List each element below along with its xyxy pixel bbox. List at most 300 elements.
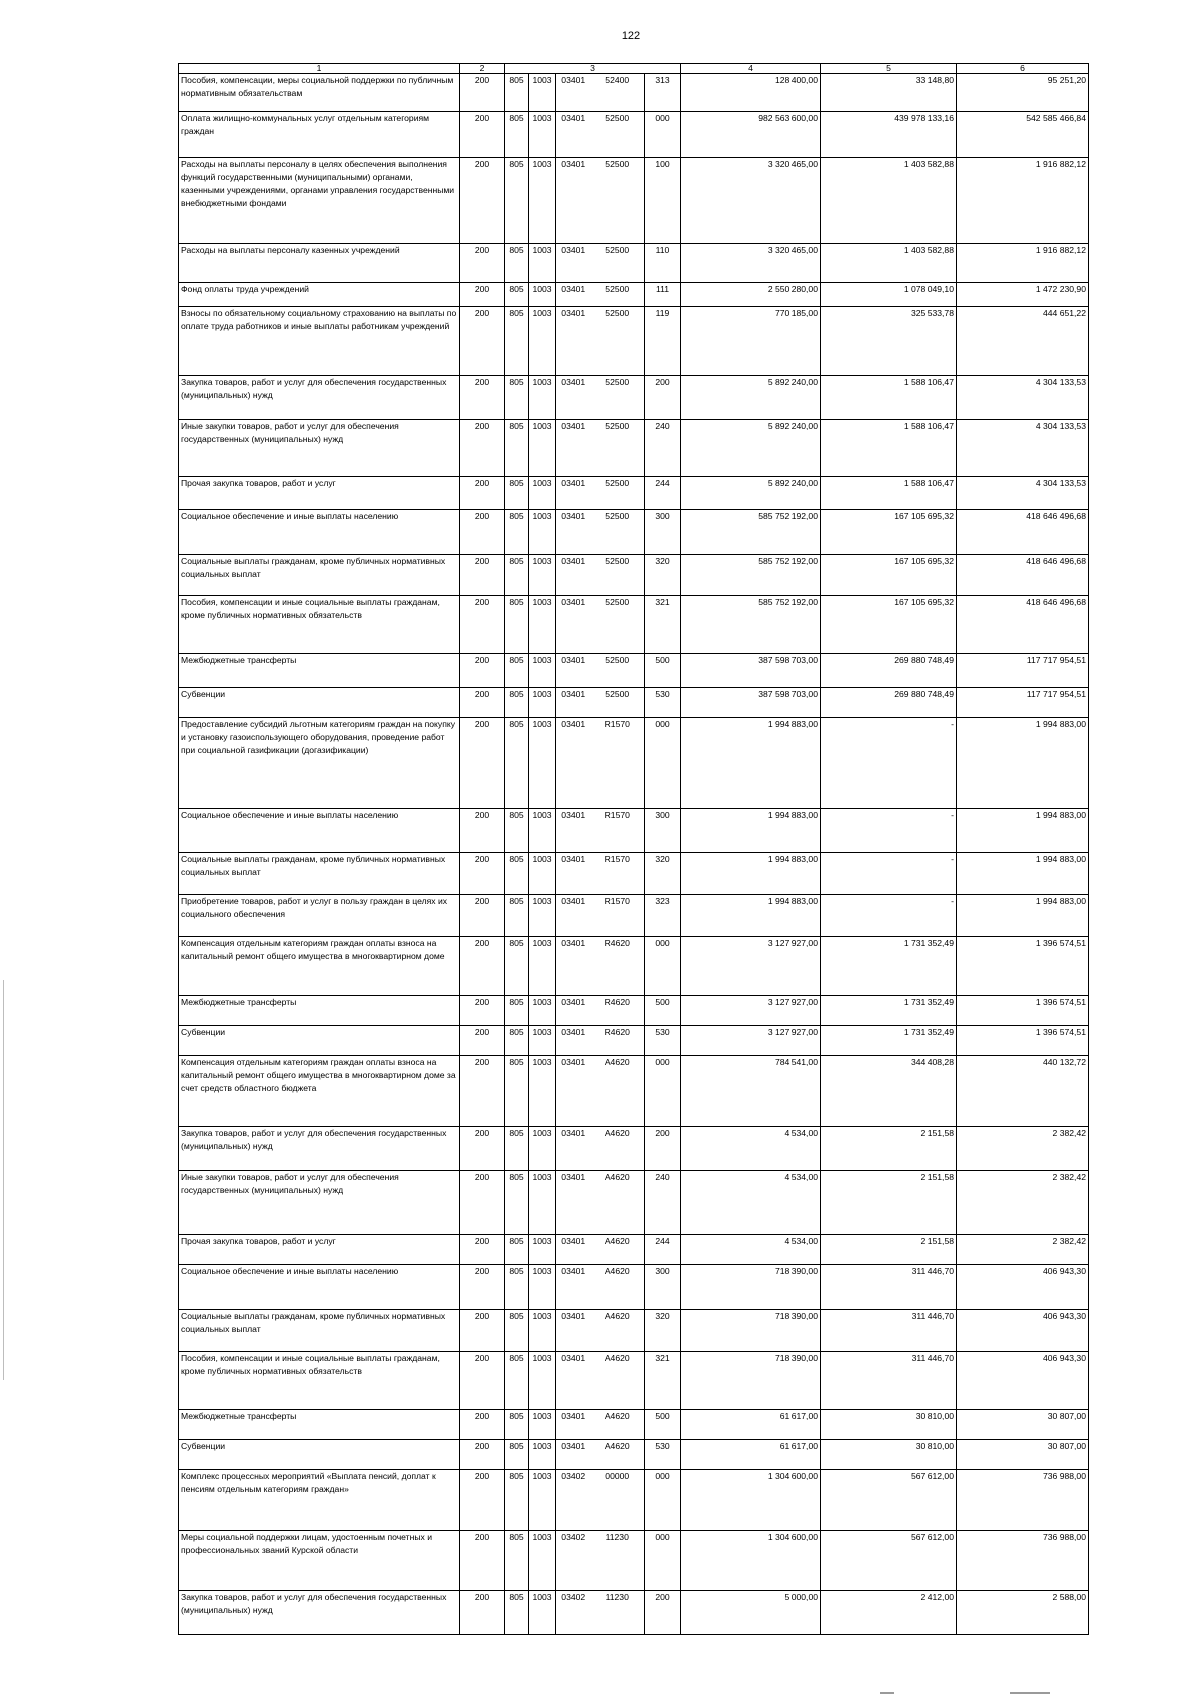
row-amount-column-6: 1 916 882,12 xyxy=(957,244,1089,283)
row-amount-column-6: 4 304 133,53 xyxy=(957,477,1089,510)
row-code-column-2: 200 xyxy=(460,596,505,654)
row-code-column-2: 200 xyxy=(460,244,505,283)
row-name: Закупка товаров, работ и услуг для обеспечения государственных (муниципальных) нужд xyxy=(179,376,460,420)
row-code-3b: 1003 xyxy=(529,596,556,654)
row-amount-column-5: 1 588 106,47 xyxy=(821,477,957,510)
row-amount-column-4: 784 541,00 xyxy=(681,1056,821,1127)
row-name: Фонд оплаты труда учреждений xyxy=(179,283,460,307)
table-row xyxy=(179,996,1089,1026)
scan-mark xyxy=(880,1692,894,1694)
row-code-3a: 805 xyxy=(505,596,529,654)
row-name: Расходы на выплаты персоналу в целях обеспечения выполнения функций государственными (муниципальными) органами, казенными учреждениями, органами управления государственными внебюджетными фондами xyxy=(179,158,460,244)
row-code-3d: R1570 xyxy=(591,895,645,937)
row-code-3a: 805 xyxy=(505,853,529,895)
table-row xyxy=(179,1171,1089,1235)
table-row xyxy=(179,654,1089,688)
row-code-3b: 1003 xyxy=(529,1127,556,1171)
table-row xyxy=(179,1440,1089,1470)
row-amount-column-4: 1 994 883,00 xyxy=(681,809,821,853)
row-code-3c: 03402 xyxy=(556,1591,591,1635)
row-amount-column-4: 718 390,00 xyxy=(681,1352,821,1410)
row-amount-column-6: 440 132,72 xyxy=(957,1056,1089,1127)
row-code-3c: 03401 xyxy=(556,1310,591,1352)
row-name: Межбюджетные трансферты xyxy=(179,1410,460,1440)
column-number: 2 xyxy=(460,64,505,74)
row-code-column-2: 200 xyxy=(460,1410,505,1440)
row-code-3c: 03401 xyxy=(556,510,591,555)
row-amount-column-5: - xyxy=(821,853,957,895)
row-amount-column-6: 117 717 954,51 xyxy=(957,688,1089,718)
row-amount-column-6: 1 994 883,00 xyxy=(957,718,1089,809)
table-row xyxy=(179,895,1089,937)
row-code-column-2: 200 xyxy=(460,158,505,244)
row-name: Социальное обеспечение и иные выплаты населению xyxy=(179,510,460,555)
row-code-3c: 03401 xyxy=(556,1056,591,1127)
row-code-3d: 52500 xyxy=(591,596,645,654)
row-code-3b: 1003 xyxy=(529,477,556,510)
table-row xyxy=(179,420,1089,477)
row-code-column-2: 200 xyxy=(460,853,505,895)
row-code-3c: 03401 xyxy=(556,1235,591,1265)
table-row xyxy=(179,376,1089,420)
row-amount-column-6: 30 807,00 xyxy=(957,1410,1089,1440)
row-amount-column-4: 5 000,00 xyxy=(681,1591,821,1635)
row-name: Взносы по обязательному социальному страхованию на выплаты по оплате труда работников и иные выплаты работникам учреждений xyxy=(179,307,460,376)
row-code-3d: R4620 xyxy=(591,996,645,1026)
row-code-column-2: 200 xyxy=(460,1235,505,1265)
row-code-3e: 244 xyxy=(645,1235,681,1265)
row-code-3d: R1570 xyxy=(591,853,645,895)
row-code-3b: 1003 xyxy=(529,654,556,688)
row-code-3d: A4620 xyxy=(591,1056,645,1127)
row-code-3c: 03401 xyxy=(556,307,591,376)
row-code-column-2: 200 xyxy=(460,688,505,718)
row-amount-column-5: 1 731 352,49 xyxy=(821,1026,957,1056)
row-amount-column-5: 567 612,00 xyxy=(821,1470,957,1531)
row-name: Пособия, компенсации и иные социальные выплаты гражданам, кроме публичных нормативных обязательств xyxy=(179,596,460,654)
row-code-3e: 000 xyxy=(645,1056,681,1127)
row-amount-column-6: 4 304 133,53 xyxy=(957,420,1089,477)
row-name: Меры социальной поддержки лицам, удостоенным почетных и профессиональных званий Курской области xyxy=(179,1531,460,1591)
budget-table xyxy=(178,63,1089,1635)
row-code-column-2: 200 xyxy=(460,510,505,555)
row-name: Компенсация отдельным категориям граждан оплаты взноса на капитальный ремонт общего имущества в многоквартирном доме xyxy=(179,937,460,996)
row-code-3b: 1003 xyxy=(529,1310,556,1352)
row-name: Субвенции xyxy=(179,1440,460,1470)
row-code-3c: 03401 xyxy=(556,1171,591,1235)
row-name: Социальные выплаты гражданам, кроме публичных нормативных социальных выплат xyxy=(179,1310,460,1352)
row-code-column-2: 200 xyxy=(460,895,505,937)
row-amount-column-4: 3 127 927,00 xyxy=(681,937,821,996)
row-code-3d: A4620 xyxy=(591,1440,645,1470)
row-code-3c: 03401 xyxy=(556,895,591,937)
row-code-3b: 1003 xyxy=(529,1470,556,1531)
row-code-column-2: 200 xyxy=(460,1440,505,1470)
row-amount-column-5: 2 151,58 xyxy=(821,1171,957,1235)
row-amount-column-4: 1 994 883,00 xyxy=(681,895,821,937)
row-amount-column-6: 117 717 954,51 xyxy=(957,654,1089,688)
row-amount-column-4: 770 185,00 xyxy=(681,307,821,376)
row-code-3a: 805 xyxy=(505,74,529,112)
row-code-3b: 1003 xyxy=(529,307,556,376)
row-code-3d: R4620 xyxy=(591,1026,645,1056)
row-code-3c: 03401 xyxy=(556,688,591,718)
table-body xyxy=(179,74,1089,1635)
row-amount-column-6: 2 382,42 xyxy=(957,1171,1089,1235)
row-code-column-2: 200 xyxy=(460,376,505,420)
row-name: Социальное обеспечение и иные выплаты населению xyxy=(179,1265,460,1310)
row-amount-column-5: 311 446,70 xyxy=(821,1310,957,1352)
row-amount-column-6: 1 472 230,90 xyxy=(957,283,1089,307)
row-code-column-2: 200 xyxy=(460,718,505,809)
row-amount-column-4: 5 892 240,00 xyxy=(681,477,821,510)
row-code-3c: 03402 xyxy=(556,1531,591,1591)
row-code-column-2: 200 xyxy=(460,112,505,158)
row-code-3c: 03402 xyxy=(556,1470,591,1531)
row-code-3c: 03401 xyxy=(556,1440,591,1470)
row-code-3e: 244 xyxy=(645,477,681,510)
table-row xyxy=(179,283,1089,307)
row-code-column-2: 200 xyxy=(460,477,505,510)
row-code-3d: A4620 xyxy=(591,1171,645,1235)
row-code-column-2: 200 xyxy=(460,1171,505,1235)
row-code-column-2: 200 xyxy=(460,1352,505,1410)
row-code-column-2: 200 xyxy=(460,1470,505,1531)
row-code-3c: 03401 xyxy=(556,555,591,596)
row-amount-column-4: 3 127 927,00 xyxy=(681,996,821,1026)
row-amount-column-4: 387 598 703,00 xyxy=(681,688,821,718)
row-code-3d: 52500 xyxy=(591,477,645,510)
row-code-3a: 805 xyxy=(505,420,529,477)
row-code-3b: 1003 xyxy=(529,1265,556,1310)
row-amount-column-4: 61 617,00 xyxy=(681,1440,821,1470)
row-code-3a: 805 xyxy=(505,1265,529,1310)
row-code-3e: 200 xyxy=(645,1127,681,1171)
row-amount-column-4: 4 534,00 xyxy=(681,1171,821,1235)
row-code-3e: 119 xyxy=(645,307,681,376)
row-code-3c: 03401 xyxy=(556,654,591,688)
row-code-3b: 1003 xyxy=(529,1410,556,1440)
row-code-column-2: 200 xyxy=(460,555,505,596)
row-code-3e: 500 xyxy=(645,1410,681,1440)
row-code-3e: 200 xyxy=(645,376,681,420)
row-amount-column-4: 1 994 883,00 xyxy=(681,718,821,809)
row-code-3d: 52500 xyxy=(591,654,645,688)
row-amount-column-6: 406 943,30 xyxy=(957,1265,1089,1310)
row-amount-column-5: 2 412,00 xyxy=(821,1591,957,1635)
row-code-3d: A4620 xyxy=(591,1310,645,1352)
row-code-column-2: 200 xyxy=(460,996,505,1026)
page-number: 122 xyxy=(621,30,641,42)
row-code-3d: 11230 xyxy=(591,1591,645,1635)
row-code-3d: R4620 xyxy=(591,937,645,996)
row-code-3c: 03401 xyxy=(556,1410,591,1440)
row-code-3a: 805 xyxy=(505,1127,529,1171)
row-amount-column-6: 1 396 574,51 xyxy=(957,1026,1089,1056)
row-code-3d: 00000 xyxy=(591,1470,645,1531)
row-code-3a: 805 xyxy=(505,1310,529,1352)
row-amount-column-4: 718 390,00 xyxy=(681,1310,821,1352)
row-code-3e: 111 xyxy=(645,283,681,307)
row-code-3c: 03401 xyxy=(556,244,591,283)
row-amount-column-5: 167 105 695,32 xyxy=(821,596,957,654)
row-name: Прочая закупка товаров, работ и услуг xyxy=(179,1235,460,1265)
row-code-3d: 52500 xyxy=(591,688,645,718)
row-amount-column-6: 542 585 466,84 xyxy=(957,112,1089,158)
row-code-3e: 300 xyxy=(645,809,681,853)
row-code-3e: 320 xyxy=(645,853,681,895)
table-row xyxy=(179,477,1089,510)
table-row xyxy=(179,1056,1089,1127)
row-amount-column-6: 1 994 883,00 xyxy=(957,895,1089,937)
row-code-3d: A4620 xyxy=(591,1127,645,1171)
row-code-3a: 805 xyxy=(505,112,529,158)
table-row xyxy=(179,244,1089,283)
table-row xyxy=(179,688,1089,718)
row-code-3a: 805 xyxy=(505,1440,529,1470)
row-amount-column-5: 1 588 106,47 xyxy=(821,376,957,420)
row-code-3e: 321 xyxy=(645,1352,681,1410)
row-code-3c: 03401 xyxy=(556,596,591,654)
row-name: Компенсация отдельным категориям граждан оплаты взноса на капитальный ремонт общего имущества в многоквартирном доме за счет средств областного бюджета xyxy=(179,1056,460,1127)
row-amount-column-6: 95 251,20 xyxy=(957,74,1089,112)
row-code-3e: 530 xyxy=(645,1440,681,1470)
row-amount-column-6: 736 988,00 xyxy=(957,1531,1089,1591)
row-amount-column-4: 387 598 703,00 xyxy=(681,654,821,688)
row-amount-column-6: 406 943,30 xyxy=(957,1352,1089,1410)
row-code-column-2: 200 xyxy=(460,307,505,376)
row-code-3d: 52500 xyxy=(591,112,645,158)
row-code-3a: 805 xyxy=(505,510,529,555)
row-amount-column-5: 1 588 106,47 xyxy=(821,420,957,477)
row-code-3a: 805 xyxy=(505,1531,529,1591)
row-code-column-2: 200 xyxy=(460,1026,505,1056)
row-code-3c: 03401 xyxy=(556,1265,591,1310)
row-code-3a: 805 xyxy=(505,937,529,996)
row-amount-column-5: 33 148,80 xyxy=(821,74,957,112)
row-code-3c: 03401 xyxy=(556,809,591,853)
table-row xyxy=(179,158,1089,244)
row-code-3d: 52500 xyxy=(591,376,645,420)
row-code-3b: 1003 xyxy=(529,718,556,809)
row-code-3a: 805 xyxy=(505,895,529,937)
row-amount-column-6: 444 651,22 xyxy=(957,307,1089,376)
row-code-3a: 805 xyxy=(505,307,529,376)
table-row xyxy=(179,853,1089,895)
row-amount-column-6: 418 646 496,68 xyxy=(957,555,1089,596)
row-code-3e: 323 xyxy=(645,895,681,937)
row-code-3d: A4620 xyxy=(591,1352,645,1410)
row-code-column-2: 200 xyxy=(460,654,505,688)
row-code-3b: 1003 xyxy=(529,1440,556,1470)
row-amount-column-6: 1 994 883,00 xyxy=(957,853,1089,895)
row-code-3c: 03401 xyxy=(556,158,591,244)
row-amount-column-4: 5 892 240,00 xyxy=(681,376,821,420)
table-row xyxy=(179,1310,1089,1352)
row-code-3d: R1570 xyxy=(591,809,645,853)
row-name: Социальные выплаты гражданам, кроме публичных нормативных социальных выплат xyxy=(179,555,460,596)
row-amount-column-5: 567 612,00 xyxy=(821,1531,957,1591)
row-amount-column-5: 1 078 049,10 xyxy=(821,283,957,307)
row-amount-column-4: 1 304 600,00 xyxy=(681,1470,821,1531)
row-code-3a: 805 xyxy=(505,1026,529,1056)
row-name: Оплата жилищно-коммунальных услуг отдельным категориям граждан xyxy=(179,112,460,158)
column-number: 6 xyxy=(957,64,1089,74)
row-amount-column-4: 1 994 883,00 xyxy=(681,853,821,895)
table-row xyxy=(179,1235,1089,1265)
row-code-3c: 03401 xyxy=(556,74,591,112)
scan-mark xyxy=(1010,1692,1050,1694)
row-amount-column-5: 311 446,70 xyxy=(821,1265,957,1310)
row-code-3b: 1003 xyxy=(529,1171,556,1235)
row-code-3b: 1003 xyxy=(529,420,556,477)
row-name: Прочая закупка товаров, работ и услуг xyxy=(179,477,460,510)
row-code-3a: 805 xyxy=(505,1352,529,1410)
row-amount-column-4: 585 752 192,00 xyxy=(681,555,821,596)
row-amount-column-4: 4 534,00 xyxy=(681,1235,821,1265)
row-code-3a: 805 xyxy=(505,654,529,688)
column-number: 5 xyxy=(821,64,957,74)
row-code-3b: 1003 xyxy=(529,244,556,283)
row-amount-column-4: 3 320 465,00 xyxy=(681,244,821,283)
row-amount-column-6: 2 588,00 xyxy=(957,1591,1089,1635)
row-amount-column-6: 4 304 133,53 xyxy=(957,376,1089,420)
table-row xyxy=(179,1410,1089,1440)
row-code-3d: 52400 xyxy=(591,74,645,112)
row-code-3e: 313 xyxy=(645,74,681,112)
row-code-3b: 1003 xyxy=(529,688,556,718)
row-name: Приобретение товаров, работ и услуг в пользу граждан в целях их социального обеспечения xyxy=(179,895,460,937)
row-amount-column-5: 167 105 695,32 xyxy=(821,510,957,555)
row-code-3b: 1003 xyxy=(529,1026,556,1056)
row-code-3c: 03401 xyxy=(556,1026,591,1056)
column-number: 3 xyxy=(505,64,681,74)
row-name: Межбюджетные трансферты xyxy=(179,996,460,1026)
row-code-3a: 805 xyxy=(505,996,529,1026)
row-code-3b: 1003 xyxy=(529,809,556,853)
table-row xyxy=(179,718,1089,809)
row-code-column-2: 200 xyxy=(460,809,505,853)
row-code-3b: 1003 xyxy=(529,1531,556,1591)
row-code-3e: 530 xyxy=(645,1026,681,1056)
row-code-column-2: 200 xyxy=(460,1531,505,1591)
row-name: Социальные выплаты гражданам, кроме публичных нормативных социальных выплат xyxy=(179,853,460,895)
row-amount-column-5: - xyxy=(821,718,957,809)
row-name: Комплекс процессных мероприятий «Выплата пенсий, доплат к пенсиям отдельным категориям граждан» xyxy=(179,1470,460,1531)
row-name: Пособия, компенсации, меры социальной поддержки по публичным нормативным обязательствам xyxy=(179,74,460,112)
row-amount-column-5: 2 151,58 xyxy=(821,1127,957,1171)
column-number: 4 xyxy=(681,64,821,74)
row-code-3b: 1003 xyxy=(529,158,556,244)
row-amount-column-4: 982 563 600,00 xyxy=(681,112,821,158)
row-name: Пособия, компенсации и иные социальные выплаты гражданам, кроме публичных нормативных обязательств xyxy=(179,1352,460,1410)
row-code-3a: 805 xyxy=(505,1235,529,1265)
row-code-3e: 240 xyxy=(645,1171,681,1235)
row-code-3b: 1003 xyxy=(529,555,556,596)
row-code-3c: 03401 xyxy=(556,996,591,1026)
row-name: Субвенции xyxy=(179,1026,460,1056)
row-name: Закупка товаров, работ и услуг для обеспечения государственных (муниципальных) нужд xyxy=(179,1591,460,1635)
row-code-3d: 52500 xyxy=(591,307,645,376)
row-amount-column-5: 311 446,70 xyxy=(821,1352,957,1410)
row-code-3e: 530 xyxy=(645,688,681,718)
table-row xyxy=(179,809,1089,853)
table-row xyxy=(179,596,1089,654)
row-name: Социальное обеспечение и иные выплаты населению xyxy=(179,809,460,853)
row-amount-column-6: 418 646 496,68 xyxy=(957,510,1089,555)
row-code-column-2: 200 xyxy=(460,1127,505,1171)
row-amount-column-4: 61 617,00 xyxy=(681,1410,821,1440)
row-code-3b: 1003 xyxy=(529,510,556,555)
row-amount-column-6: 2 382,42 xyxy=(957,1235,1089,1265)
row-code-3b: 1003 xyxy=(529,376,556,420)
row-amount-column-4: 2 550 280,00 xyxy=(681,283,821,307)
row-code-3e: 500 xyxy=(645,996,681,1026)
row-code-3b: 1003 xyxy=(529,1056,556,1127)
table-row xyxy=(179,1026,1089,1056)
row-name: Иные закупки товаров, работ и услуг для обеспечения государственных (муниципальных) нужд xyxy=(179,1171,460,1235)
row-amount-column-5: 2 151,58 xyxy=(821,1235,957,1265)
table-row xyxy=(179,510,1089,555)
row-code-3d: 52500 xyxy=(591,158,645,244)
row-code-3d: 52500 xyxy=(591,244,645,283)
row-code-3b: 1003 xyxy=(529,853,556,895)
row-code-3e: 500 xyxy=(645,654,681,688)
table-row xyxy=(179,74,1089,112)
row-code-3a: 805 xyxy=(505,1056,529,1127)
row-code-3c: 03401 xyxy=(556,853,591,895)
row-code-3e: 200 xyxy=(645,1591,681,1635)
row-code-3c: 03401 xyxy=(556,477,591,510)
table-row xyxy=(179,937,1089,996)
row-code-3e: 000 xyxy=(645,1531,681,1591)
row-code-3a: 805 xyxy=(505,1591,529,1635)
row-code-3c: 03401 xyxy=(556,1352,591,1410)
row-amount-column-5: 269 880 748,49 xyxy=(821,654,957,688)
row-code-3a: 805 xyxy=(505,809,529,853)
row-amount-column-6: 406 943,30 xyxy=(957,1310,1089,1352)
row-amount-column-6: 1 396 574,51 xyxy=(957,937,1089,996)
row-amount-column-6: 1 916 882,12 xyxy=(957,158,1089,244)
row-amount-column-5: - xyxy=(821,895,957,937)
row-code-3b: 1003 xyxy=(529,1591,556,1635)
row-code-3e: 240 xyxy=(645,420,681,477)
row-amount-column-5: 1 403 582,88 xyxy=(821,244,957,283)
row-amount-column-5: 167 105 695,32 xyxy=(821,555,957,596)
row-amount-column-5: - xyxy=(821,809,957,853)
row-amount-column-6: 1 994 883,00 xyxy=(957,809,1089,853)
row-code-3d: 52500 xyxy=(591,510,645,555)
row-amount-column-4: 4 534,00 xyxy=(681,1127,821,1171)
column-number-row xyxy=(179,64,1089,74)
row-code-3a: 805 xyxy=(505,1410,529,1440)
row-amount-column-5: 1 731 352,49 xyxy=(821,937,957,996)
row-code-3e: 000 xyxy=(645,937,681,996)
row-amount-column-4: 3 320 465,00 xyxy=(681,158,821,244)
row-code-3b: 1003 xyxy=(529,937,556,996)
row-code-3a: 805 xyxy=(505,158,529,244)
row-name: Расходы на выплаты персоналу казенных учреждений xyxy=(179,244,460,283)
row-code-3a: 805 xyxy=(505,283,529,307)
row-amount-column-6: 1 396 574,51 xyxy=(957,996,1089,1026)
row-code-3c: 03401 xyxy=(556,420,591,477)
row-code-3e: 300 xyxy=(645,510,681,555)
row-code-3d: 11230 xyxy=(591,1531,645,1591)
table-row xyxy=(179,1352,1089,1410)
row-amount-column-5: 325 533,78 xyxy=(821,307,957,376)
row-code-3d: A4620 xyxy=(591,1265,645,1310)
table-row xyxy=(179,112,1089,158)
